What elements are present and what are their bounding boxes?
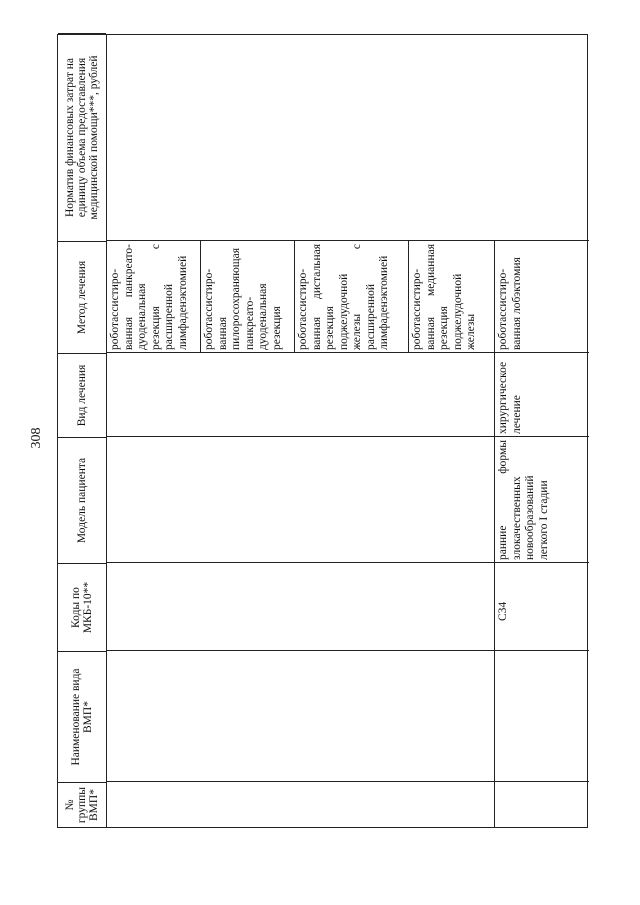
header-treatment-method: Метод лечения — [58, 241, 106, 353]
method-cell: роботассистированная дистальная резекция поджелудочной железы с расширенной лимфаденэктомией — [297, 244, 390, 350]
rotated-table — [57, 34, 588, 828]
header-patient-model: Модель пациента — [58, 437, 106, 563]
treatment-type-cell: хирургическое лечение — [497, 361, 523, 434]
header-group-number: № группы ВМП* — [58, 782, 106, 827]
patient-model-cell: ранние формы злокачественных новообразований легкого I стадии — [497, 440, 550, 560]
header-treatment-type: Вид лечения — [58, 353, 106, 437]
method-cell: роботассистированная лобэктомия — [497, 257, 523, 350]
method-cell: роботассистированная медианная резекция поджелудочной железы — [411, 244, 477, 350]
method-cell: роботассистированная пилоросохраняющая панкреатодуоденальная резекция — [203, 247, 283, 350]
header-vmp-name: Наименование вида ВМП* — [58, 651, 106, 782]
column-divider — [106, 781, 589, 782]
method-cell: роботассистированная панкреатодуоденальная резекция с расширенной лимфаденэктомией — [109, 244, 189, 350]
header-icd-codes: Коды по МКБ-10** — [58, 563, 106, 651]
header-divider — [106, 35, 107, 827]
page-number: 308 — [29, 427, 44, 449]
icd-code-cell: C34 — [497, 601, 509, 621]
header-cost-norm: Норматив финансовых затрат на единицу объема предоставления медицинской помощи***, рублей — [58, 33, 106, 241]
